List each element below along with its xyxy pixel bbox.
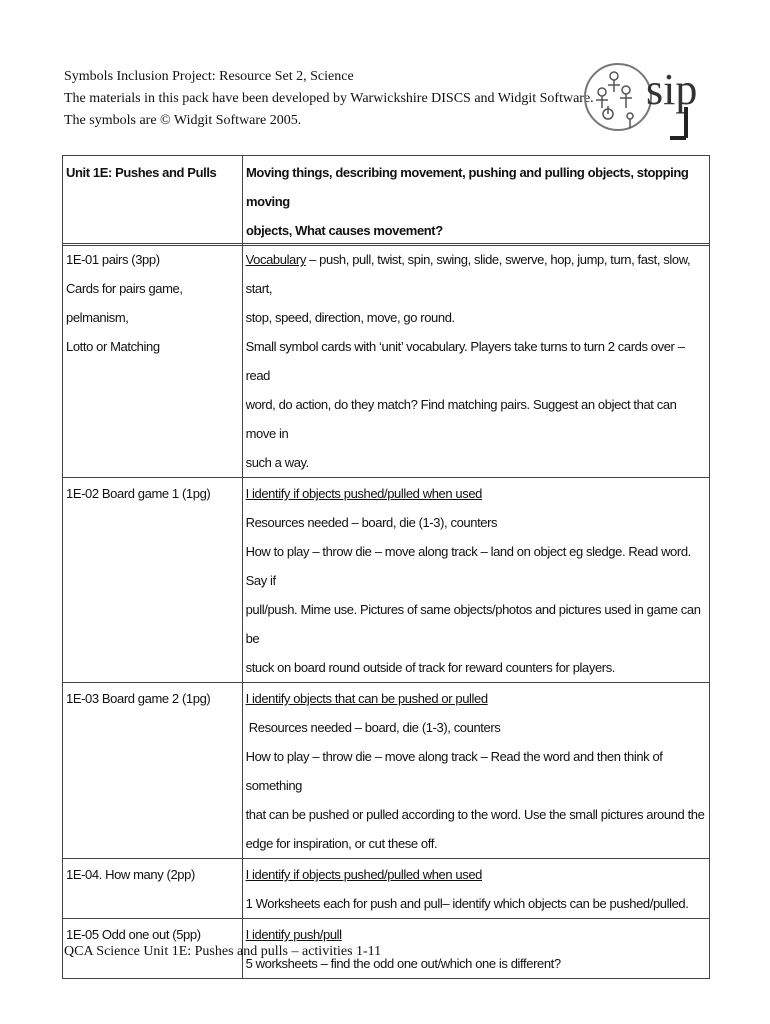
- activity-label: 1E-01 pairs (3pp) Cards for pairs game, pelmanism, Lotto or Matching: [63, 244, 243, 478]
- activity-description: Vocabulary – push, pull, twist, spin, swing, slide, swerve, hop, jump, turn, fast, slow, start, stop, speed, direction, move, go round. Small symbol cards with ‘unit’ vocabulary. Players take turns to turn 2 cards over – read word, do action, do they match? Find matching pairs. Suggest an object that can move in such a way.: [242, 244, 709, 478]
- activity-label: 1E-05 Odd one out (5pp): [63, 919, 243, 979]
- activity-label: 1E-02 Board game 1 (1pg): [63, 478, 243, 683]
- unit-title: Unit 1E: Pushes and Pulls: [63, 156, 243, 246]
- sip-logo-people-icon: [578, 52, 710, 142]
- activity-description: I identify push/pull 5 worksheets – find the odd one out/which one is different?: [242, 919, 709, 979]
- activity-description: I identify if objects pushed/pulled when used Resources needed – board, die (1-3), counters How to play – throw die – move along track – land on object eg sledge. Read word. Say if pull/push. Mime use. Pictures of same objects/photos and pictures used in game can be stuck on board round outside of track for reward counters for players.: [242, 478, 709, 683]
- activity-description: I identify objects that can be pushed or pulled Resources needed – board, die (1-3), counters How to play – throw die – move along track – Read the word and then think of something that can be pushed or pulled according to the word. Use the small pictures around the edge for inspiration, or cut these off.: [242, 683, 709, 859]
- table-row: [63, 683, 710, 859]
- activity-label: 1E-03 Board game 2 (1pg): [63, 683, 243, 859]
- header-line-1: Symbols Inclusion Project: Resource Set 2, Science: [64, 69, 354, 84]
- unit-table: [62, 155, 710, 246]
- activity-label: 1E-04. How many (2pp): [63, 859, 243, 919]
- table-row: [63, 478, 710, 683]
- logo-text: sip: [646, 65, 698, 114]
- activities-table: [62, 243, 710, 979]
- unit-description: Moving things, describing movement, pushing and pulling objects, stopping moving objects, What causes movement?: [243, 156, 710, 246]
- header-line-2: The materials in this pack have been developed by Warwickshire DISCS and Widgit Software.: [64, 91, 594, 106]
- table-row: [63, 244, 710, 478]
- activity-description: I identify if objects pushed/pulled when used 1 Worksheets each for push and pull– identify which objects can be pushed/pulled.: [242, 859, 709, 919]
- header-line-3: The symbols are © Widgit Software 2005.: [64, 113, 302, 128]
- page-footer: QCA Science Unit 1E: Pushes and pulls – activities 1-11: [64, 944, 382, 959]
- unit-row: [63, 156, 710, 246]
- table-row: [63, 859, 710, 919]
- document-header: [64, 66, 594, 132]
